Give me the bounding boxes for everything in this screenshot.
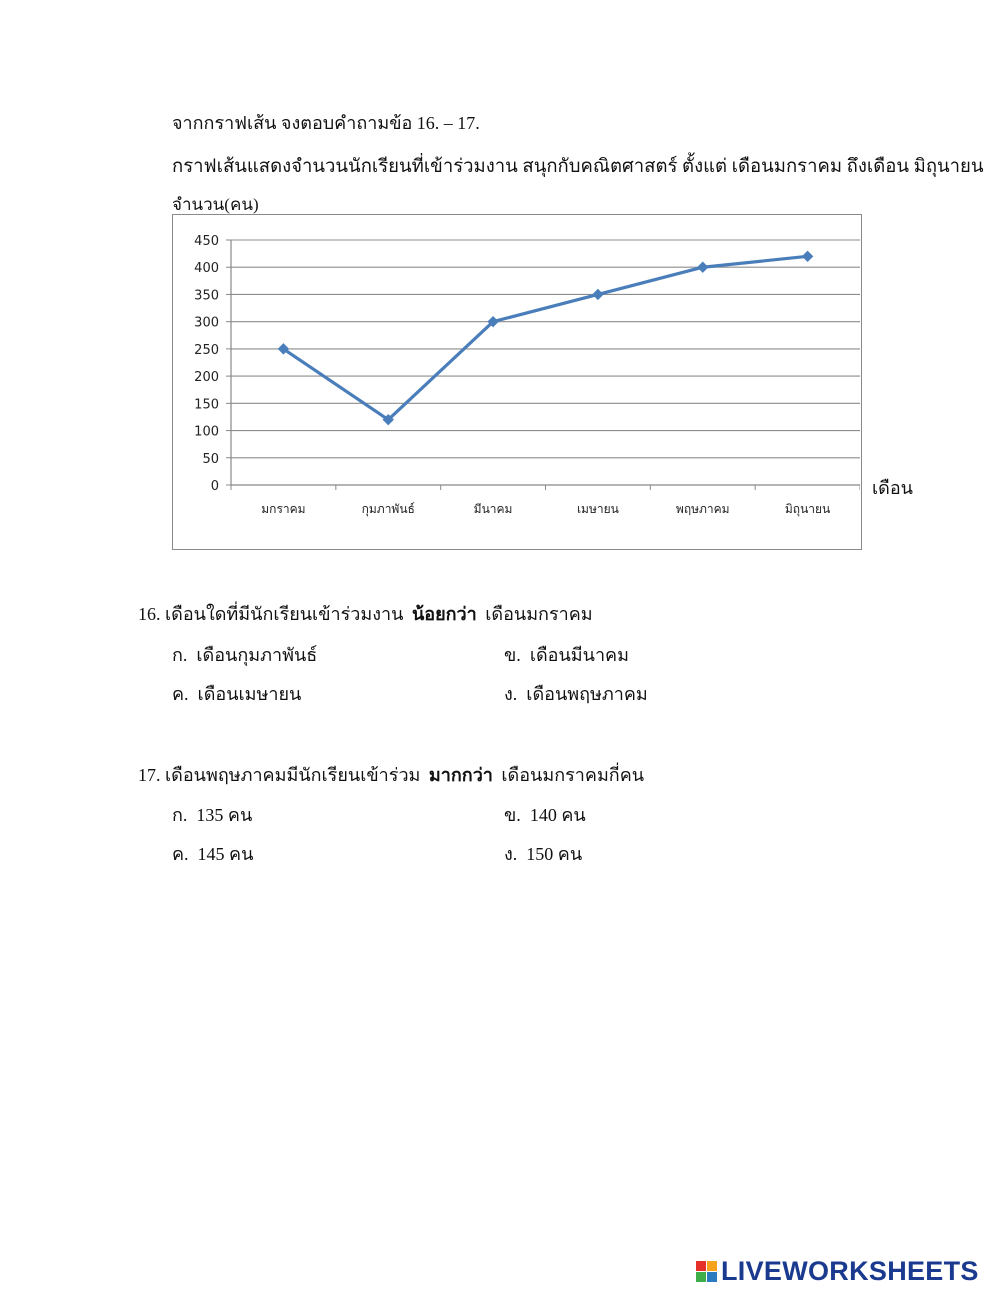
- series-layer: [278, 251, 812, 424]
- y-tick-label: 0: [210, 479, 219, 494]
- question-17: [138, 760, 644, 789]
- y-tick-label: 300: [194, 315, 219, 331]
- option-text: 145 คน: [197, 844, 254, 864]
- question-16: [138, 599, 593, 628]
- axis-layer: [194, 234, 860, 517]
- option-17-c[interactable]: [172, 839, 253, 868]
- x-tick-label: พฤษภาคม: [675, 502, 730, 516]
- x-tick-label: มีนาคม: [473, 502, 513, 516]
- option-label: ค.: [172, 684, 189, 704]
- logo-icon: [696, 1261, 717, 1282]
- data-point-เมษายน: [593, 289, 603, 299]
- y-tick-label: 50: [202, 451, 219, 467]
- question-text-after: เดือนมกราคมกี่คน: [501, 765, 645, 785]
- y-tick-label: 250: [194, 342, 219, 358]
- option-text: เดือนพฤษภาคม: [526, 684, 648, 704]
- option-17-a[interactable]: [172, 800, 252, 829]
- question-number: 17.: [138, 765, 161, 785]
- logo-square-green: [696, 1272, 706, 1282]
- line-chart: [172, 214, 862, 550]
- option-label: ค.: [172, 844, 189, 864]
- option-17-b[interactable]: [504, 800, 586, 829]
- option-text: เดือนมีนาคม: [529, 645, 629, 665]
- grid-layer: [231, 240, 860, 485]
- instruction-text: จากกราฟเส้น จงตอบคำถามข้อ 16. – 17.: [172, 113, 480, 133]
- y-tick-label: 450: [194, 234, 219, 249]
- option-label: ก.: [172, 805, 188, 825]
- option-text: 150 คน: [526, 844, 583, 864]
- logo-square-blue: [707, 1272, 717, 1282]
- liveworksheets-logo: [696, 1256, 979, 1286]
- option-16-c[interactable]: [172, 679, 301, 708]
- logo-square-orange: [707, 1261, 717, 1271]
- y-tick-label: 200: [194, 370, 219, 386]
- y-tick-label: 100: [194, 424, 219, 440]
- question-text-before: เดือนพฤษภาคมมีนักเรียนเข้าร่วม: [165, 765, 421, 785]
- series-line: [283, 256, 807, 419]
- x-tick-label: มกราคม: [261, 502, 306, 516]
- option-text: เดือนเมษายน: [197, 684, 302, 704]
- option-text: 140 คน: [529, 805, 586, 825]
- logo-square-red: [696, 1261, 706, 1271]
- option-label: ง.: [504, 844, 518, 864]
- y-axis-title: จำนวน(คน): [172, 195, 259, 214]
- x-tick-label: กุมภาพันธ์: [361, 502, 415, 516]
- y-tick-label: 350: [194, 288, 219, 304]
- question-emphasis: มากกว่า: [428, 765, 493, 785]
- option-16-b[interactable]: [504, 640, 629, 669]
- x-tick-label: เมษายน: [576, 502, 619, 516]
- option-16-a[interactable]: [172, 640, 317, 669]
- option-label: ง.: [504, 684, 518, 704]
- x-tick-label: มิถุนายน: [784, 502, 831, 516]
- option-label: ข.: [504, 805, 521, 825]
- question-number: 16.: [138, 604, 161, 624]
- option-text: เดือนกุมภาพันธ์: [196, 645, 318, 665]
- data-point-พฤษภาคม: [698, 262, 708, 272]
- x-axis-title: เดือน: [872, 478, 913, 498]
- option-16-d[interactable]: [504, 679, 648, 708]
- y-tick-label: 400: [194, 261, 219, 277]
- question-text-after: เดือนมกราคม: [485, 604, 593, 624]
- question-emphasis: น้อยกว่า: [411, 604, 477, 624]
- data-point-มิถุนายน: [803, 251, 813, 261]
- question-text-before: เดือนใดที่มีนักเรียนเข้าร่วมงาน: [165, 604, 404, 624]
- option-label: ก.: [172, 645, 188, 665]
- option-label: ข.: [504, 645, 521, 665]
- y-tick-label: 150: [194, 397, 219, 413]
- option-text: 135 คน: [196, 805, 253, 825]
- line-chart-svg: [173, 215, 860, 548]
- chart-title: กราฟเส้นแสดงจำนวนนักเรียนที่เข้าร่วมงาน สนุกกับคณิตศาสตร์ ตั้งแต่ เดือนมกราคม ถึงเดือน มิถุนายน: [172, 157, 984, 177]
- logo-wordmark: LIVEWORKSHEETS: [721, 1255, 979, 1286]
- option-17-d[interactable]: [504, 839, 582, 868]
